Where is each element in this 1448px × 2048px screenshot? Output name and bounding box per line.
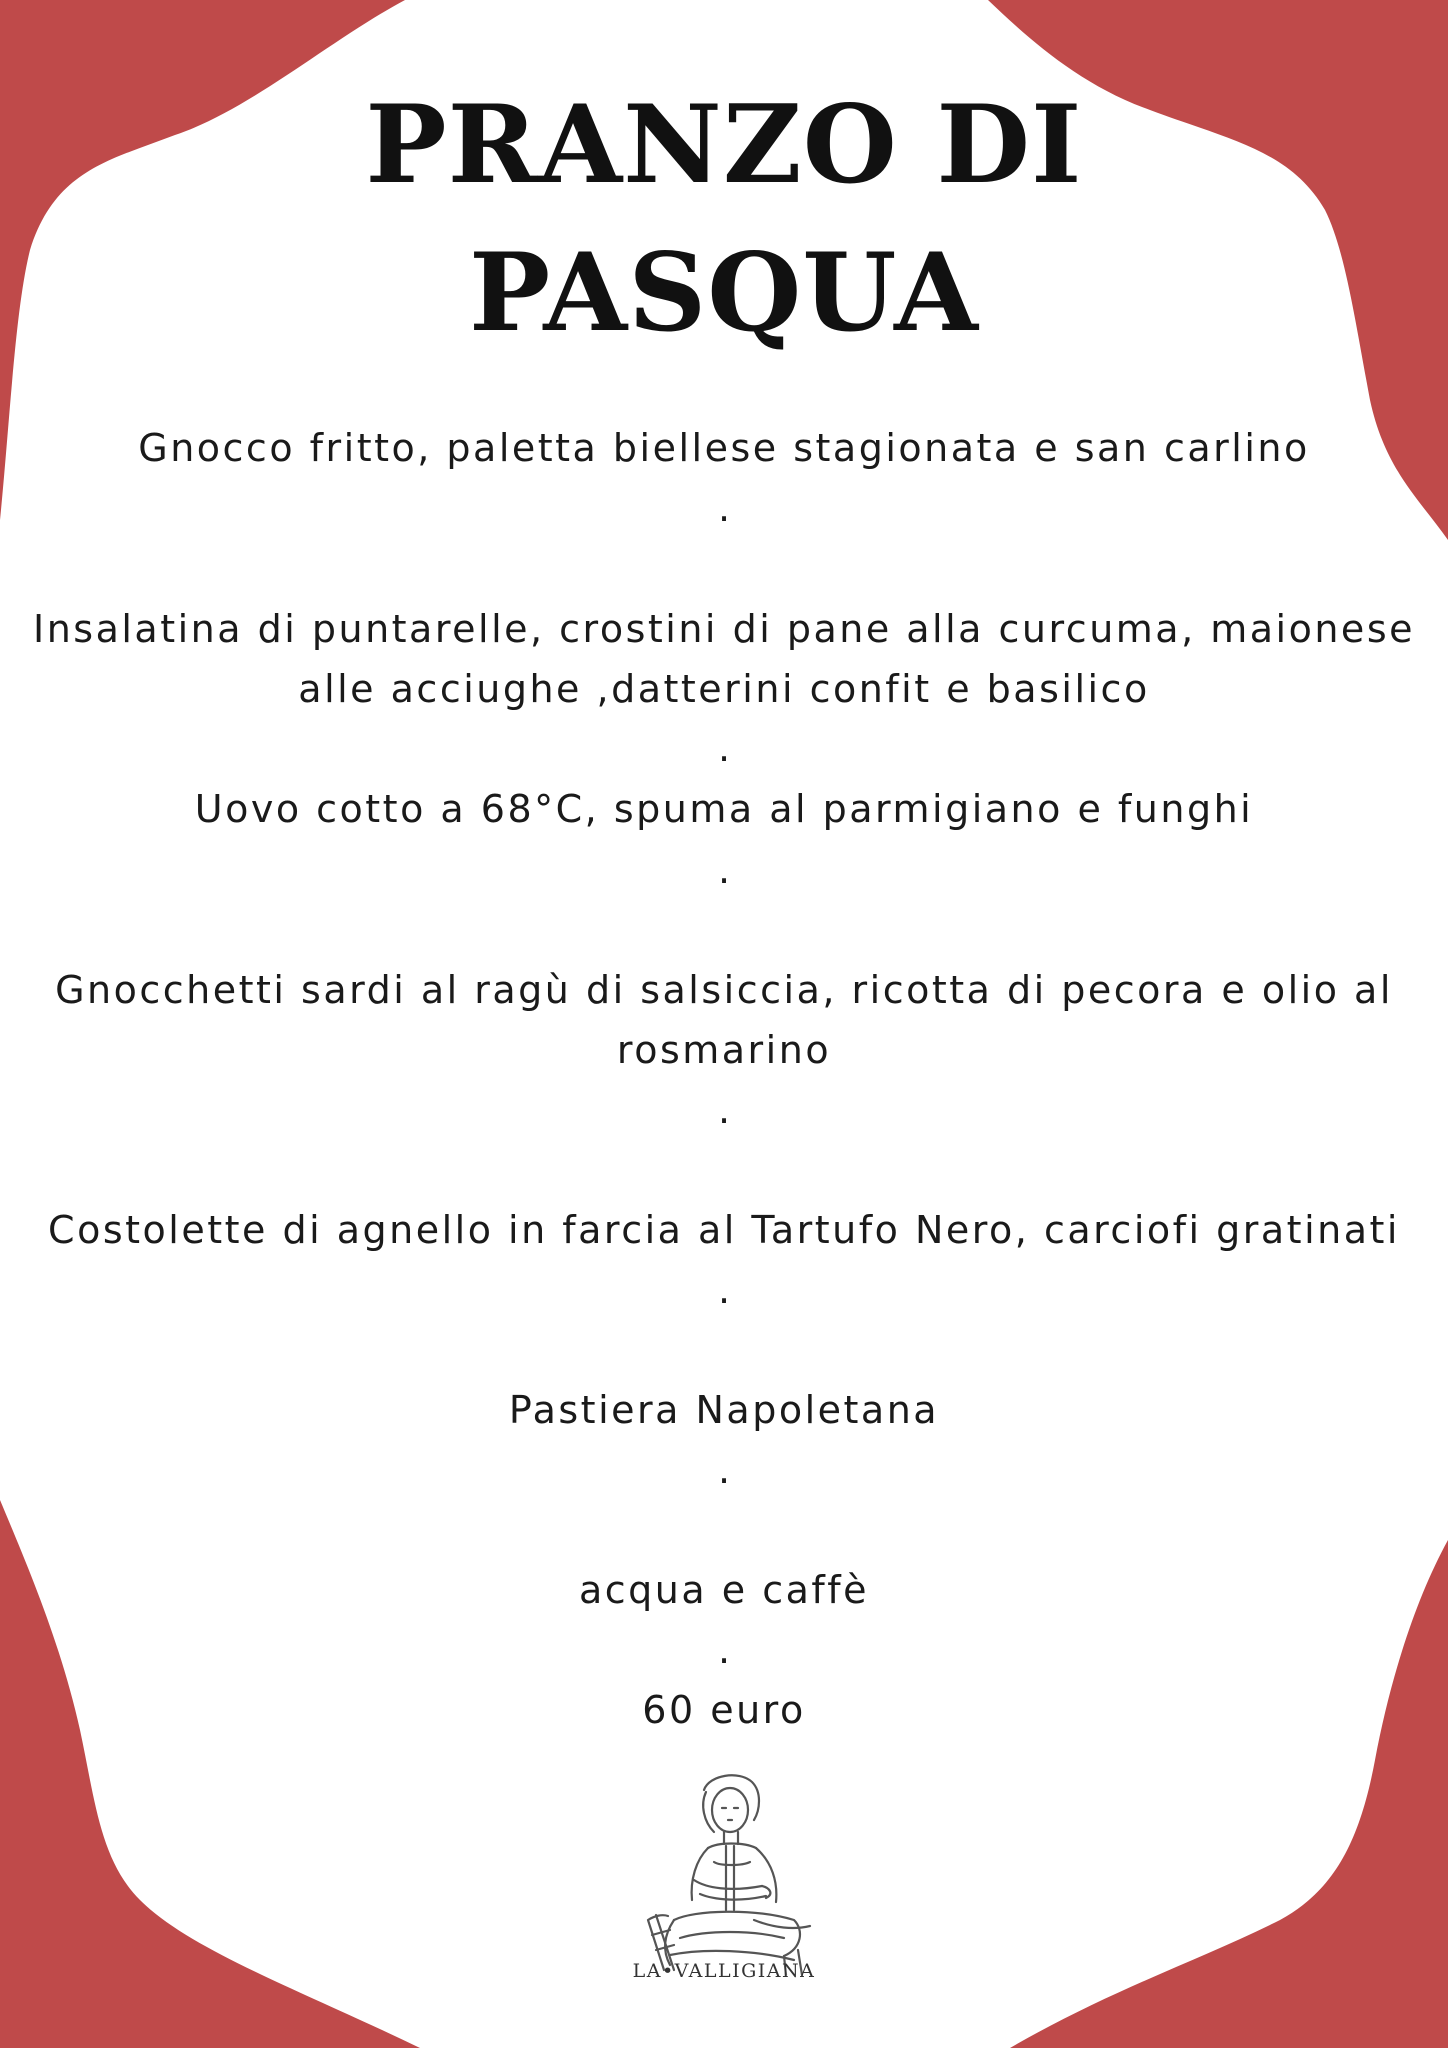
menu-separator: . bbox=[717, 1448, 731, 1492]
menu-item-gnocchetti-line-2: rosmarino bbox=[616, 1028, 832, 1072]
woman-sitting-illustration-icon bbox=[634, 1770, 824, 1990]
menu-item-acqua-caffe: acqua e caffè bbox=[578, 1568, 870, 1612]
menu-separator: . bbox=[717, 726, 731, 770]
menu-item-uovo: Uovo cotto a 68°C, spuma al parmigiano e funghi bbox=[194, 787, 1254, 831]
menu-separator: . bbox=[717, 486, 731, 530]
menu-separator: . bbox=[717, 1268, 731, 1312]
menu-item-gnocchetti-line-1: Gnocchetti sardi al ragù di salsiccia, ricotta di pecora e olio al bbox=[55, 968, 1393, 1012]
page-title-line-2: PASQUA bbox=[469, 230, 979, 356]
page-title-line-1: PRANZO DI bbox=[365, 82, 1083, 208]
menu-item-costolette: Costolette di agnello in farcia al Tartufo Nero, carciofi gratinati bbox=[48, 1208, 1400, 1252]
menu-price: 60 euro bbox=[642, 1688, 806, 1732]
menu-item-gnocco-fritto: Gnocco fritto, paletta biellese stagionata e san carlino bbox=[138, 426, 1310, 470]
menu-separator: . bbox=[717, 1088, 731, 1132]
logo-wordmark: LA•VALLIGIANA bbox=[632, 1960, 816, 1982]
menu-separator: . bbox=[717, 1628, 731, 1672]
menu-separator: . bbox=[717, 848, 731, 892]
menu-item-insalatina-line-1: Insalatina di puntarelle, crostini di pane alla curcuma, maionese bbox=[32, 607, 1415, 651]
menu-item-pastiera: Pastiera Napoletana bbox=[508, 1388, 940, 1432]
menu-item-insalatina-line-2: alle acciughe ,datterini confit e basilico bbox=[298, 667, 1150, 711]
